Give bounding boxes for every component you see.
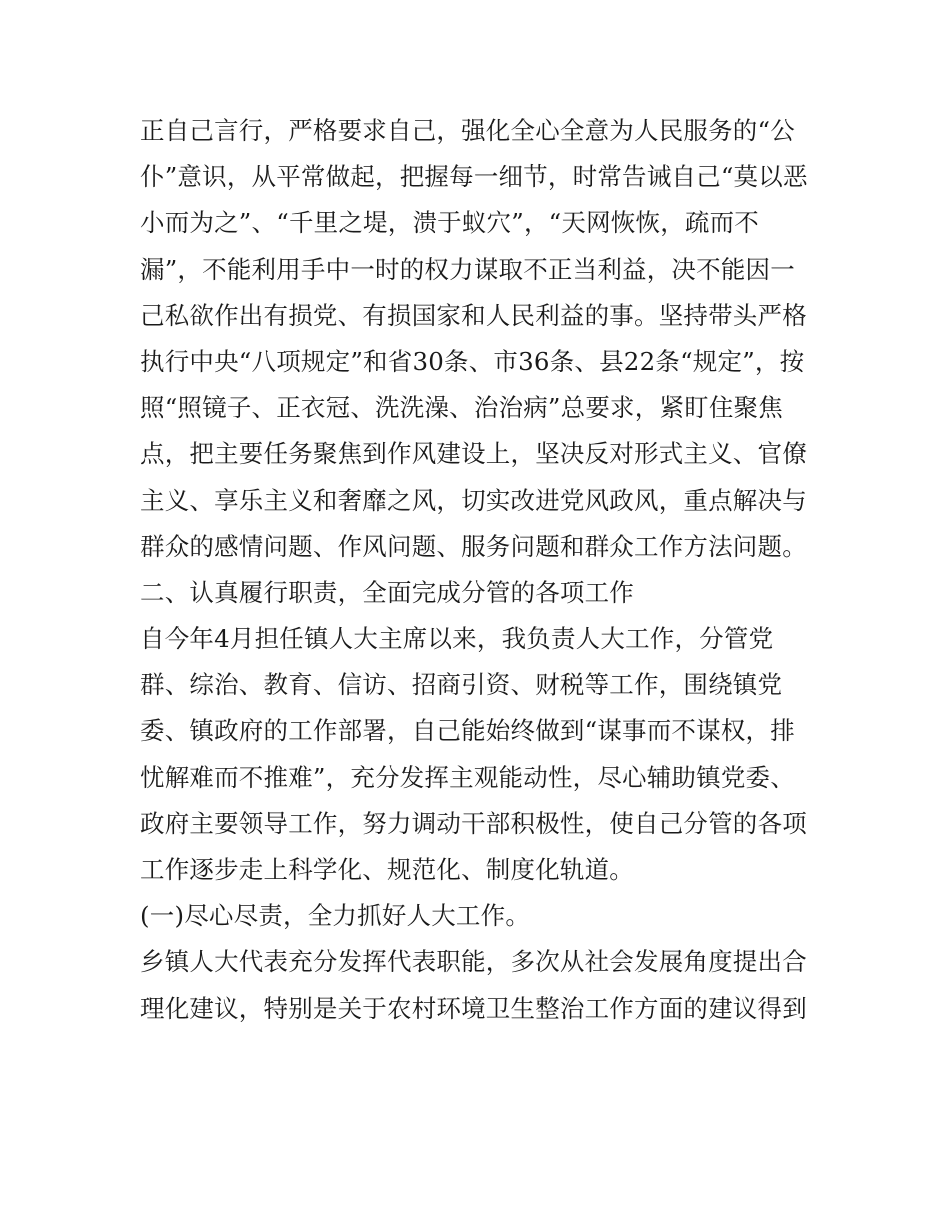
- text-line: 乡镇人大代表充分发挥代表职能，多次从社会发展角度提出合: [140, 947, 807, 977]
- text-line: 照“照镜子、正衣冠、洗洗澡、治治病”总要求，紧盯住聚焦: [140, 393, 783, 423]
- text-line: 群众的感情问题、作风问题、服务问题和群众工作方法问题。: [140, 531, 807, 561]
- text-line: 忧解难而不推难”，充分发挥主观能动性，尽心辅助镇党委、: [140, 762, 795, 792]
- text-line: 己私欲作出有损党、有损国家和人民利益的事。坚持带头严格: [140, 300, 807, 330]
- subsection-heading: (一)尽心尽责，全力抓好人大工作。: [140, 901, 531, 931]
- section-heading: 二、认真履行职责，全面完成分管的各项工作: [140, 577, 634, 607]
- text-line: 群、综治、教育、信访、招商引资、财税等工作，围绕镇党: [140, 670, 783, 700]
- text-line: 正自己言行，严格要求自己，强化全心全意为人民服务的“公: [140, 116, 795, 145]
- text-line: 点，把主要任务聚焦到作风建设上，坚决反对形式主义、官僚: [140, 439, 807, 469]
- text-line: 委、镇政府的工作部署，自己能始终做到“谋事而不谋权，排: [140, 716, 795, 746]
- text-line: 仆”意识，从平常做起，把握每一细节，时常告诫自己“莫以恶: [140, 162, 808, 192]
- text-line: 漏”，不能利用手中一时的权力谋取不正当利益，决不能因一: [140, 254, 795, 284]
- text-line: 理化建议，特别是关于农村环境卫生整治工作方面的建议得到: [140, 993, 807, 1023]
- text-line: 工作逐步走上科学化、规范化、制度化轨道。: [140, 855, 634, 884]
- text-line: 政府主要领导工作，努力调动干部积极性，使自己分管的各项: [140, 808, 807, 838]
- text-line: 自今年4月担任镇人大主席以来，我负责人大工作，分管党: [140, 624, 774, 654]
- text-line: 主义、享乐主义和奢靡之风，切实改进党风政风，重点解决与: [140, 485, 807, 515]
- text-line: 执行中央“八项规定”和省30条、市36条、县22条“规定”，按: [140, 346, 805, 376]
- document-body: [140, 108, 830, 1032]
- text-line: 小而为之”、“千里之堤，溃于蚁穴”，“天网恢恢，疏而不: [140, 208, 759, 238]
